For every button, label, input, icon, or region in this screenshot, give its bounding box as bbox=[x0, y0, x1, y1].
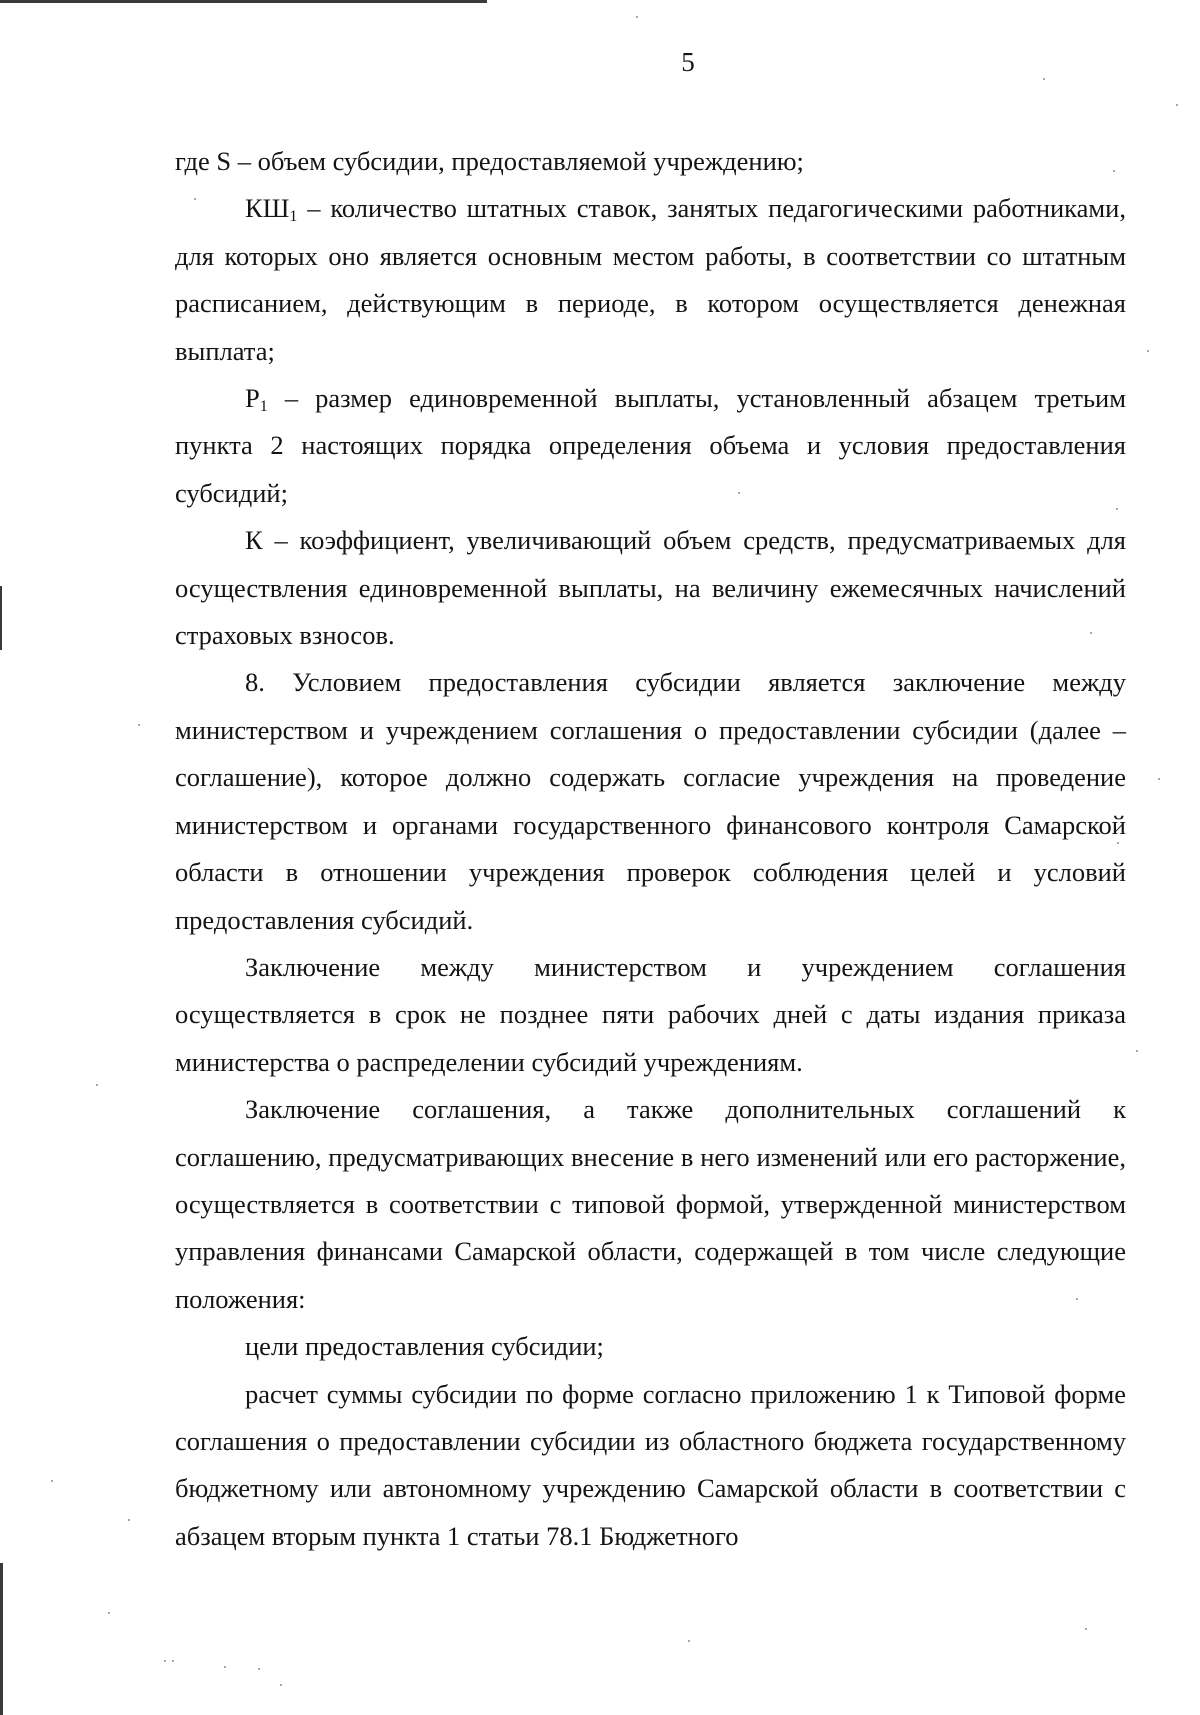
scan-speck bbox=[280, 1684, 282, 1686]
paragraph-text: цели предоставления субсидии; bbox=[245, 1331, 604, 1362]
body-text bbox=[175, 138, 1126, 1560]
scan-speck bbox=[1085, 1628, 1087, 1630]
paragraph-text: – количество штатных ставок, занятых педагогическими работниками, для которых оно является основным местом работы, в соответствии со штатным расписанием, действующим в периоде, в котором осуществляется денежная выплата; bbox=[175, 193, 1126, 366]
paragraph bbox=[175, 185, 1126, 375]
variable-symbol: Р bbox=[245, 383, 260, 414]
scan-speck bbox=[172, 1660, 174, 1662]
paragraph-text: 8. Условием предоставления субсидии является заключение между министерством и учреждением соглашения о предоставлении субсидии (далее – соглашение), которое должно содержать согласие учреждения на проведение министерством и органами государственного финансового контроля Самарской области в отношении учреждения проверок соблюдения целей и условий предоставления субсидий. bbox=[175, 667, 1126, 935]
paragraph bbox=[175, 1371, 1126, 1561]
scan-speck bbox=[138, 724, 140, 726]
scan-speck bbox=[636, 16, 638, 18]
scan-speck bbox=[128, 1519, 130, 1521]
variable-symbol: КШ bbox=[245, 193, 290, 224]
paragraph bbox=[175, 517, 1126, 659]
paragraph bbox=[175, 659, 1126, 943]
scan-speck bbox=[164, 1660, 166, 1662]
scan-speck bbox=[1158, 778, 1160, 780]
scan-speck bbox=[108, 1612, 110, 1614]
scan-speck bbox=[224, 1666, 226, 1668]
paragraph-text: где S – объем субсидии, предоставляемой учреждению; bbox=[175, 146, 804, 176]
paragraph-text: Заключение между министерством и учреждением соглашения осуществляется в срок не позднее пяти рабочих дней с даты издания приказа министерства о распределении субсидий учреждениям. bbox=[175, 951, 1126, 1077]
scan-speck bbox=[1176, 104, 1178, 106]
scan-speck bbox=[1043, 78, 1045, 80]
scan-speck bbox=[96, 1084, 98, 1086]
paragraph-text: – размер единовременной выплаты, установленный абзацем третьим пункта 2 настоящих порядка определения объема и условия предоставления субсидий; bbox=[175, 383, 1126, 508]
paragraph-text: К – коэффициент, увеличивающий объем средств, предусматриваемых для осуществления единовременной выплаты, на величину ежемесячных начислений страховых взносов. bbox=[175, 525, 1126, 651]
paragraph bbox=[175, 138, 1126, 185]
left-scan-edge-mark bbox=[0, 1563, 3, 1715]
scan-speck bbox=[51, 1480, 53, 1482]
left-scan-edge-mark bbox=[0, 586, 2, 650]
paragraph-text: расчет суммы субсидии по форме согласно приложению 1 к Типовой форме соглашения о предоставлении субсидии из областного бюджета государственному бюджетному или автономному учреждению Самарской области в соответствии с абзацем вторым пункта 1 статьи 78.1 Бюджетного bbox=[175, 1378, 1126, 1551]
scan-speck bbox=[688, 1640, 690, 1642]
variable-subscript: 1 bbox=[289, 208, 298, 226]
variable-subscript: 1 bbox=[259, 398, 268, 416]
scan-speck bbox=[1136, 1050, 1138, 1052]
paragraph bbox=[175, 1086, 1126, 1323]
scan-speck bbox=[258, 1668, 260, 1670]
scan-speck bbox=[1147, 350, 1149, 352]
page-number: 5 bbox=[681, 47, 695, 77]
paragraph-text: Заключение соглашения, а также дополнительных соглашений к соглашению, предусматривающих внесение в него изменений или его расторжение, осуществляется в соответствии с типовой формой, утвержденной министерством управления финансами Самарской области, содержащей в том числе следующие положения: bbox=[175, 1094, 1126, 1314]
paragraph bbox=[175, 375, 1126, 517]
paragraph bbox=[175, 944, 1126, 1086]
top-scan-edge-line bbox=[0, 0, 487, 3]
paragraph bbox=[175, 1323, 1126, 1370]
